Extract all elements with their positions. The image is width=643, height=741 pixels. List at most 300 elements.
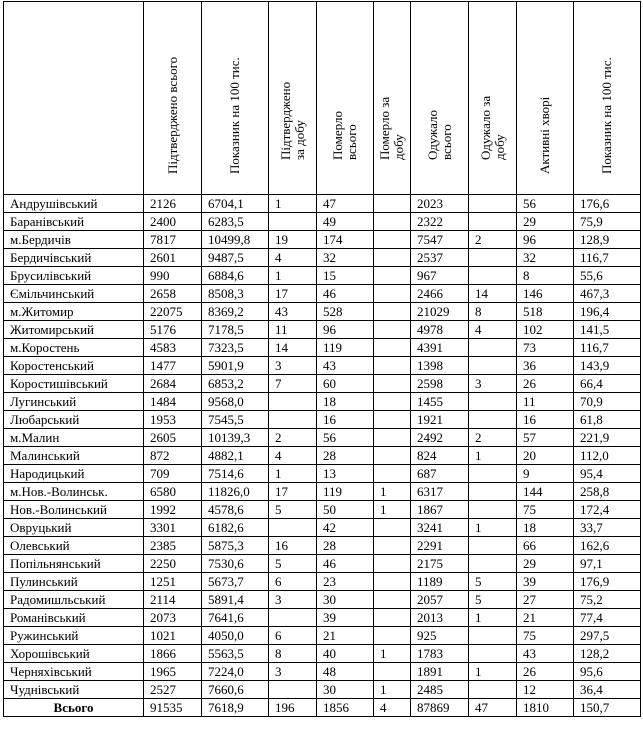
value-cell	[374, 249, 411, 267]
value-cell: 119	[317, 339, 374, 357]
value-cell	[374, 555, 411, 573]
value-cell	[269, 213, 317, 231]
table-row	[4, 285, 641, 303]
value-cell: 5	[269, 501, 317, 519]
value-cell: 55,6	[574, 267, 641, 285]
value-cell: 10139,3	[202, 429, 269, 447]
value-cell	[374, 411, 411, 429]
district-name-cell: м.Коростень	[4, 339, 144, 357]
value-cell	[374, 285, 411, 303]
district-name-cell: Романівський	[4, 609, 144, 627]
table-row	[4, 573, 641, 591]
value-cell: 2385	[144, 537, 202, 555]
district-name-cell: Нов.-Волинський	[4, 501, 144, 519]
value-cell: 47	[317, 195, 374, 213]
district-name-cell: м.Малин	[4, 429, 144, 447]
value-cell: 176,6	[574, 195, 641, 213]
value-cell: 12	[517, 681, 574, 699]
value-cell: 1953	[144, 411, 202, 429]
value-cell: 687	[411, 465, 469, 483]
value-cell: 1866	[144, 645, 202, 663]
value-cell: 116,7	[574, 339, 641, 357]
value-cell	[469, 501, 517, 519]
table-row	[4, 465, 641, 483]
total-value-cell: 1810	[517, 699, 574, 717]
value-cell: 5176	[144, 321, 202, 339]
value-cell: 116,7	[574, 249, 641, 267]
value-cell: 3	[269, 663, 317, 681]
value-cell: 824	[411, 447, 469, 465]
value-cell: 22075	[144, 303, 202, 321]
table-row	[4, 537, 641, 555]
value-cell: 75	[517, 627, 574, 645]
value-cell: 6	[269, 627, 317, 645]
table-row	[4, 249, 641, 267]
value-cell	[374, 267, 411, 285]
value-cell: 7178,5	[202, 321, 269, 339]
value-cell: 8	[469, 303, 517, 321]
value-cell	[469, 537, 517, 555]
value-cell	[469, 195, 517, 213]
value-cell: 96	[317, 321, 374, 339]
district-name-cell: Андрушівський	[4, 195, 144, 213]
value-cell: 2684	[144, 375, 202, 393]
value-cell: 29	[517, 555, 574, 573]
value-cell: 1	[469, 447, 517, 465]
covid-stats-table	[3, 1, 641, 717]
district-name-cell: Любарський	[4, 411, 144, 429]
value-cell: 528	[317, 303, 374, 321]
value-cell: 70,9	[574, 393, 641, 411]
value-cell	[374, 591, 411, 609]
district-name-cell: м.Бердичів	[4, 231, 144, 249]
value-cell: 2126	[144, 195, 202, 213]
district-name-cell: Олевський	[4, 537, 144, 555]
column-header-2	[202, 2, 269, 195]
district-name-cell: м.Нов.-Волинськ.	[4, 483, 144, 501]
table-footer	[4, 699, 641, 717]
district-name-cell: Радомишльський	[4, 591, 144, 609]
table-row	[4, 501, 641, 519]
value-cell: 141,5	[574, 321, 641, 339]
value-cell: 5673,7	[202, 573, 269, 591]
value-cell: 7514,6	[202, 465, 269, 483]
value-cell: 77,4	[574, 609, 641, 627]
value-cell: 128,9	[574, 231, 641, 249]
value-cell: 872	[144, 447, 202, 465]
table-row	[4, 519, 641, 537]
value-cell: 144	[517, 483, 574, 501]
district-name-cell: м.Житомир	[4, 303, 144, 321]
value-cell: 1921	[411, 411, 469, 429]
value-cell: 39	[317, 609, 374, 627]
district-name-cell: Ємільчинський	[4, 285, 144, 303]
value-cell: 66	[517, 537, 574, 555]
table-row	[4, 267, 641, 285]
total-value-cell: 1856	[317, 699, 374, 717]
value-cell	[374, 447, 411, 465]
value-cell: 39	[517, 573, 574, 591]
value-cell: 11826,0	[202, 483, 269, 501]
district-name-cell: Овруцький	[4, 519, 144, 537]
value-cell: 1	[469, 663, 517, 681]
value-cell: 4	[269, 447, 317, 465]
table-row	[4, 375, 641, 393]
value-cell: 518	[517, 303, 574, 321]
value-cell: 7224,0	[202, 663, 269, 681]
value-cell: 1477	[144, 357, 202, 375]
value-cell: 9487,5	[202, 249, 269, 267]
value-cell	[374, 195, 411, 213]
value-cell: 2601	[144, 249, 202, 267]
value-cell: 990	[144, 267, 202, 285]
total-value-cell: 91535	[144, 699, 202, 717]
district-name-cell: Бердичівський	[4, 249, 144, 267]
column-header-label: Підтверджено за добу	[277, 81, 307, 160]
column-header-7	[469, 2, 517, 195]
value-cell: 112,0	[574, 447, 641, 465]
value-cell: 2013	[411, 609, 469, 627]
value-cell: 2	[269, 429, 317, 447]
value-cell	[269, 519, 317, 537]
column-header-label: Одужало всього	[424, 109, 454, 160]
value-cell	[374, 663, 411, 681]
value-cell: 1	[374, 483, 411, 501]
value-cell: 4391	[411, 339, 469, 357]
district-name-cell: Черняхівський	[4, 663, 144, 681]
total-value-cell: 196	[269, 699, 317, 717]
value-cell: 5563,5	[202, 645, 269, 663]
value-cell: 2605	[144, 429, 202, 447]
value-cell: 1867	[411, 501, 469, 519]
value-cell: 4978	[411, 321, 469, 339]
value-cell: 1189	[411, 573, 469, 591]
value-cell: 2073	[144, 609, 202, 627]
value-cell: 14	[269, 339, 317, 357]
column-header-label: Підтверджено всього	[164, 56, 180, 174]
value-cell	[374, 231, 411, 249]
value-cell: 19	[269, 231, 317, 249]
value-cell: 49	[317, 213, 374, 231]
table-row	[4, 447, 641, 465]
value-cell	[374, 429, 411, 447]
value-cell	[469, 339, 517, 357]
value-cell: 66,4	[574, 375, 641, 393]
value-cell: 2466	[411, 285, 469, 303]
column-header-4	[317, 2, 374, 195]
value-cell	[374, 339, 411, 357]
value-cell: 16	[517, 411, 574, 429]
column-header-3	[269, 2, 317, 195]
value-cell	[469, 483, 517, 501]
value-cell: 7547	[411, 231, 469, 249]
value-cell: 7323,5	[202, 339, 269, 357]
value-cell	[374, 303, 411, 321]
column-header-0	[4, 2, 144, 195]
value-cell: 2	[469, 429, 517, 447]
total-value-cell: 7618,9	[202, 699, 269, 717]
value-cell: 17	[269, 285, 317, 303]
value-cell: 40	[317, 645, 374, 663]
value-cell: 3	[469, 375, 517, 393]
value-cell: 8	[269, 645, 317, 663]
value-cell: 15	[317, 267, 374, 285]
table-row	[4, 645, 641, 663]
table-row	[4, 303, 641, 321]
district-name-cell: Малинський	[4, 447, 144, 465]
value-cell	[469, 267, 517, 285]
total-value-cell: 87869	[411, 699, 469, 717]
value-cell: 95,4	[574, 465, 641, 483]
value-cell	[269, 609, 317, 627]
value-cell: 4578,6	[202, 501, 269, 519]
value-cell: 21	[517, 609, 574, 627]
value-cell: 1	[269, 465, 317, 483]
value-cell	[374, 321, 411, 339]
value-cell: 26	[517, 663, 574, 681]
table-row	[4, 195, 641, 213]
district-name-cell: Чуднівський	[4, 681, 144, 699]
value-cell: 5	[469, 573, 517, 591]
district-name-cell: Баранівський	[4, 213, 144, 231]
table-row	[4, 609, 641, 627]
column-header-6	[411, 2, 469, 195]
column-header-label: Померло всього	[330, 111, 359, 160]
value-cell: 97,1	[574, 555, 641, 573]
value-cell: 7545,5	[202, 411, 269, 429]
value-cell: 1	[374, 681, 411, 699]
value-cell: 7641,6	[202, 609, 269, 627]
district-name-cell: Хорошівський	[4, 645, 144, 663]
value-cell: 2658	[144, 285, 202, 303]
value-cell: 1021	[144, 627, 202, 645]
column-header-9	[574, 2, 641, 195]
value-cell	[269, 411, 317, 429]
district-name-cell: Брусилівський	[4, 267, 144, 285]
value-cell: 8369,2	[202, 303, 269, 321]
value-cell: 7530,6	[202, 555, 269, 573]
column-header-label: Показник на 100 тис.	[599, 57, 614, 174]
value-cell	[374, 609, 411, 627]
value-cell: 1	[469, 609, 517, 627]
column-header-label: Активні хворі	[537, 96, 552, 174]
value-cell: 21	[317, 627, 374, 645]
value-cell: 3241	[411, 519, 469, 537]
value-cell: 143,9	[574, 357, 641, 375]
table-row	[4, 213, 641, 231]
table-row	[4, 339, 641, 357]
value-cell: 2485	[411, 681, 469, 699]
total-value-cell: 47	[469, 699, 517, 717]
value-cell: 42	[317, 519, 374, 537]
value-cell: 7660,6	[202, 681, 269, 699]
value-cell: 6884,6	[202, 267, 269, 285]
value-cell: 11	[517, 393, 574, 411]
value-cell: 10499,8	[202, 231, 269, 249]
column-header-label: Померло за добу	[377, 96, 406, 160]
value-cell: 297,5	[574, 627, 641, 645]
district-name-cell: Попільнянський	[4, 555, 144, 573]
district-name-cell: Ружинський	[4, 627, 144, 645]
value-cell: 1	[374, 501, 411, 519]
value-cell	[374, 393, 411, 411]
table-row	[4, 555, 641, 573]
district-name-cell: Коростишівський	[4, 375, 144, 393]
value-cell: 2400	[144, 213, 202, 231]
table-row	[4, 321, 641, 339]
value-cell: 75,9	[574, 213, 641, 231]
value-cell: 3301	[144, 519, 202, 537]
value-cell: 119	[317, 483, 374, 501]
value-cell: 57	[517, 429, 574, 447]
total-value-cell: 4	[374, 699, 411, 717]
value-cell: 6853,2	[202, 375, 269, 393]
column-header-5	[374, 2, 411, 195]
value-cell: 73	[517, 339, 574, 357]
table-row	[4, 681, 641, 699]
value-cell: 2537	[411, 249, 469, 267]
value-cell	[469, 393, 517, 411]
value-cell	[374, 375, 411, 393]
value-cell: 18	[517, 519, 574, 537]
district-name-cell: Коростенський	[4, 357, 144, 375]
value-cell: 46	[317, 285, 374, 303]
value-cell: 30	[317, 591, 374, 609]
value-cell: 20	[517, 447, 574, 465]
value-cell: 61,8	[574, 411, 641, 429]
district-name-cell: Житомирський	[4, 321, 144, 339]
value-cell: 2	[469, 231, 517, 249]
value-cell	[469, 357, 517, 375]
value-cell: 174	[317, 231, 374, 249]
district-name-cell: Народицький	[4, 465, 144, 483]
value-cell: 6580	[144, 483, 202, 501]
value-cell: 1398	[411, 357, 469, 375]
value-cell	[374, 357, 411, 375]
table-row	[4, 357, 641, 375]
value-cell: 5901,9	[202, 357, 269, 375]
value-cell: 162,6	[574, 537, 641, 555]
value-cell	[374, 627, 411, 645]
value-cell: 1	[269, 195, 317, 213]
value-cell: 4050,0	[202, 627, 269, 645]
value-cell: 60	[317, 375, 374, 393]
value-cell: 1	[269, 267, 317, 285]
value-cell: 4	[269, 249, 317, 267]
value-cell: 7	[269, 375, 317, 393]
value-cell: 9	[517, 465, 574, 483]
value-cell	[269, 393, 317, 411]
value-cell: 13	[317, 465, 374, 483]
total-row	[4, 699, 641, 717]
value-cell: 1484	[144, 393, 202, 411]
value-cell: 5875,3	[202, 537, 269, 555]
value-cell: 1	[469, 519, 517, 537]
column-header-8	[517, 2, 574, 195]
value-cell	[469, 465, 517, 483]
column-header-1	[144, 2, 202, 195]
value-cell: 9568,0	[202, 393, 269, 411]
header-row	[4, 2, 641, 195]
value-cell: 43	[317, 357, 374, 375]
value-cell	[374, 573, 411, 591]
table-row	[4, 411, 641, 429]
value-cell: 1783	[411, 645, 469, 663]
value-cell: 1	[374, 645, 411, 663]
value-cell: 8	[517, 267, 574, 285]
value-cell: 46	[317, 555, 374, 573]
value-cell: 16	[269, 537, 317, 555]
value-cell: 258,8	[574, 483, 641, 501]
value-cell: 172,4	[574, 501, 641, 519]
value-cell: 16	[317, 411, 374, 429]
value-cell: 6	[269, 573, 317, 591]
table-row	[4, 663, 641, 681]
table-row	[4, 627, 641, 645]
value-cell	[374, 537, 411, 555]
value-cell: 1251	[144, 573, 202, 591]
value-cell: 11	[269, 321, 317, 339]
value-cell	[469, 627, 517, 645]
value-cell: 8508,3	[202, 285, 269, 303]
value-cell: 2057	[411, 591, 469, 609]
value-cell: 32	[317, 249, 374, 267]
value-cell: 43	[517, 645, 574, 663]
value-cell	[469, 213, 517, 231]
value-cell: 221,9	[574, 429, 641, 447]
value-cell: 28	[317, 537, 374, 555]
total-label-cell: Всього	[4, 699, 144, 717]
value-cell: 102	[517, 321, 574, 339]
table-header	[4, 2, 641, 195]
value-cell: 1992	[144, 501, 202, 519]
value-cell: 6283,5	[202, 213, 269, 231]
value-cell: 1891	[411, 663, 469, 681]
value-cell: 56	[517, 195, 574, 213]
value-cell: 2527	[144, 681, 202, 699]
value-cell	[469, 411, 517, 429]
value-cell	[469, 681, 517, 699]
column-header-label: Одужало за добу	[477, 95, 507, 160]
value-cell: 3	[269, 591, 317, 609]
value-cell: 4	[469, 321, 517, 339]
value-cell: 96	[517, 231, 574, 249]
table-body	[4, 195, 641, 699]
district-name-cell: Пулинський	[4, 573, 144, 591]
value-cell: 36	[517, 357, 574, 375]
value-cell: 2023	[411, 195, 469, 213]
value-cell: 17	[269, 483, 317, 501]
value-cell: 2322	[411, 213, 469, 231]
value-cell: 18	[317, 393, 374, 411]
value-cell: 14	[469, 285, 517, 303]
value-cell: 2175	[411, 555, 469, 573]
value-cell	[469, 645, 517, 663]
value-cell: 30	[317, 681, 374, 699]
value-cell: 33,7	[574, 519, 641, 537]
value-cell: 709	[144, 465, 202, 483]
value-cell: 467,3	[574, 285, 641, 303]
value-cell: 6182,6	[202, 519, 269, 537]
table-row	[4, 393, 641, 411]
value-cell: 2598	[411, 375, 469, 393]
value-cell: 27	[517, 591, 574, 609]
value-cell	[374, 519, 411, 537]
value-cell: 23	[317, 573, 374, 591]
value-cell: 4882,1	[202, 447, 269, 465]
table-row	[4, 429, 641, 447]
value-cell: 176,9	[574, 573, 641, 591]
